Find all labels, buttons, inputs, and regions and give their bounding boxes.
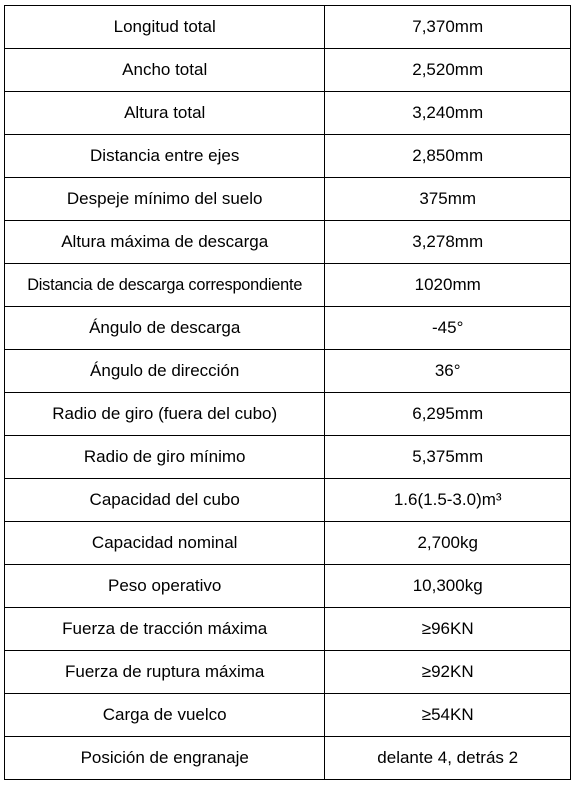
- spec-value: 3,240mm: [325, 92, 571, 135]
- spec-value: 5,375mm: [325, 436, 571, 479]
- spec-value: 2,520mm: [325, 49, 571, 92]
- spec-value: 2,850mm: [325, 135, 571, 178]
- spec-value: 1020mm: [325, 264, 571, 307]
- spec-label: Altura máxima de descarga: [5, 221, 325, 264]
- spec-value: ≥96KN: [325, 608, 571, 651]
- spec-label: Distancia de descarga correspondiente: [5, 264, 325, 307]
- spec-label: Ángulo de dirección: [5, 350, 325, 393]
- specifications-table-body: [5, 6, 571, 780]
- spec-label: Posición de engranaje: [5, 737, 325, 780]
- table-row: [5, 608, 571, 651]
- table-row: [5, 49, 571, 92]
- spec-value: ≥92KN: [325, 651, 571, 694]
- spec-label: Distancia entre ejes: [5, 135, 325, 178]
- spec-value: -45°: [325, 307, 571, 350]
- spec-label: Radio de giro mínimo: [5, 436, 325, 479]
- spec-value: 6,295mm: [325, 393, 571, 436]
- spec-label: Peso operativo: [5, 565, 325, 608]
- spec-value: 375mm: [325, 178, 571, 221]
- table-row: [5, 522, 571, 565]
- spec-value: 3,278mm: [325, 221, 571, 264]
- table-row: [5, 307, 571, 350]
- table-row: [5, 479, 571, 522]
- table-row: [5, 565, 571, 608]
- spec-label: Radio de giro (fuera del cubo): [5, 393, 325, 436]
- spec-label: Capacidad del cubo: [5, 479, 325, 522]
- spec-value: 7,370mm: [325, 6, 571, 49]
- table-row: [5, 6, 571, 49]
- spec-label: Fuerza de ruptura máxima: [5, 651, 325, 694]
- table-row: [5, 178, 571, 221]
- spec-value: 10,300kg: [325, 565, 571, 608]
- table-row: [5, 651, 571, 694]
- spec-value: 2,700kg: [325, 522, 571, 565]
- spec-label: Capacidad nominal: [5, 522, 325, 565]
- spec-label: Carga de vuelco: [5, 694, 325, 737]
- spec-label: Despeje mínimo del suelo: [5, 178, 325, 221]
- spec-value: 1.6(1.5-3.0)m³: [325, 479, 571, 522]
- table-row: [5, 350, 571, 393]
- table-row: [5, 694, 571, 737]
- spec-value: ≥54KN: [325, 694, 571, 737]
- table-row: [5, 92, 571, 135]
- spec-label: Fuerza de tracción máxima: [5, 608, 325, 651]
- spec-value: delante 4, detrás 2: [325, 737, 571, 780]
- specifications-table: [4, 5, 571, 780]
- table-row: [5, 264, 571, 307]
- table-row: [5, 393, 571, 436]
- spec-value: 36°: [325, 350, 571, 393]
- spec-label: Ángulo de descarga: [5, 307, 325, 350]
- spec-label: Altura total: [5, 92, 325, 135]
- table-row: [5, 135, 571, 178]
- spec-label: Longitud total: [5, 6, 325, 49]
- table-row: [5, 737, 571, 780]
- table-row: [5, 436, 571, 479]
- spec-label: Ancho total: [5, 49, 325, 92]
- table-row: [5, 221, 571, 264]
